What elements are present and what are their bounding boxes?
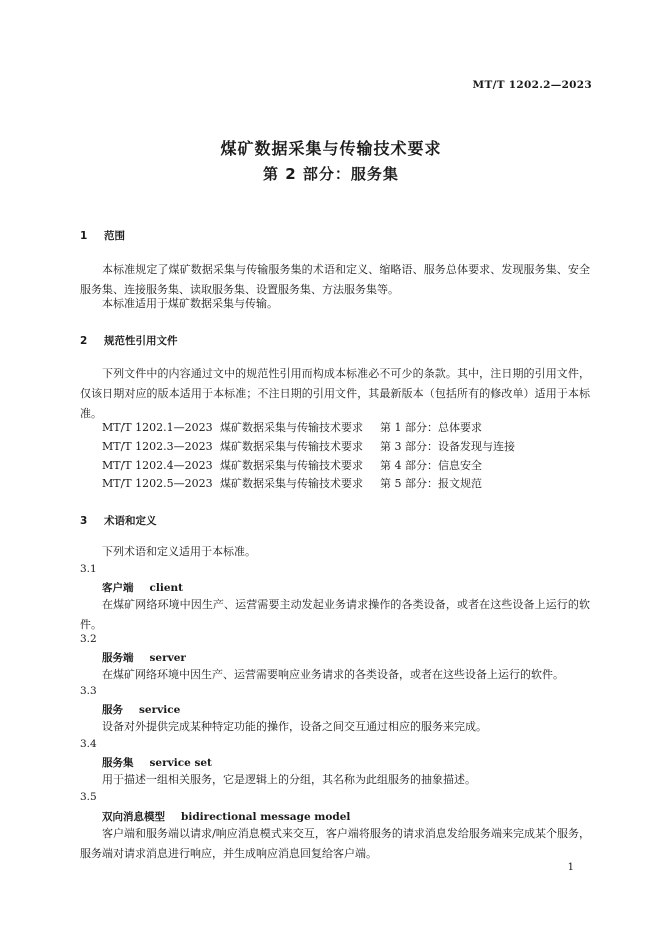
section-heading-scope (80, 228, 125, 243)
term-en: client (149, 582, 184, 594)
term-definition: 在煤矿网络环境中因生产、运营需要主动发起业务请求操作的各类设备，或者在这些设备上运行的软件。 (80, 598, 590, 631)
reference-item (102, 457, 482, 473)
section-title: 规范性引用文件 (104, 335, 178, 347)
term-heading (102, 809, 350, 824)
reference-code: MT/T 1202.3—2023 (102, 440, 213, 453)
reference-part: 第 1 部分：总体要求 (380, 421, 482, 434)
term-en: bidirectional message model (181, 811, 351, 823)
term-number: 3.3 (80, 685, 97, 697)
section-heading-normative-references (80, 333, 178, 348)
document-subtitle: 第 2 部分：服务集 (263, 165, 399, 183)
term-definition: 设备对外提供完成某种特定功能的操作，设备之间交互通过相应的服务来完成。 (102, 720, 487, 733)
term-definition: 用于描述一组相关服务，它是逻辑上的分组，其名称为此组服务的抽象描述。 (102, 773, 476, 786)
reference-item (102, 438, 515, 454)
term-number: 3.1 (80, 563, 97, 575)
reference-code: MT/T 1202.1—2023 (102, 421, 213, 434)
term-zh: 服务集 (102, 757, 134, 769)
term-heading (102, 650, 186, 665)
term-number: 3.2 (80, 633, 97, 645)
section-number: 1 (80, 230, 88, 242)
paragraph: 本标准适用于煤矿数据采集与传输。 (102, 297, 278, 310)
document-title: 煤矿数据采集与传输技术要求 (220, 139, 442, 158)
term-heading (102, 580, 183, 595)
reference-part: 第 4 部分：信息安全 (380, 459, 482, 472)
page-number: 1 (567, 862, 574, 873)
section-title: 范围 (104, 230, 125, 242)
paragraph: 本标准规定了煤矿数据采集与传输服务集的术语和定义、缩略语、服务总体要求、发现服务集、安全服务集、连接服务集、读取服务集、设置服务集、方法服务集等。 (80, 263, 590, 296)
reference-title: 煤矿数据采集与传输技术要求 (220, 421, 363, 434)
term-en: service (139, 704, 181, 716)
term-heading (102, 755, 212, 770)
section-number: 3 (80, 515, 88, 527)
reference-item (102, 475, 482, 491)
term-number: 3.4 (80, 738, 97, 750)
term-zh: 客户端 (102, 582, 134, 594)
reference-title: 煤矿数据采集与传输技术要求 (220, 477, 363, 490)
term-number: 3.5 (80, 791, 97, 803)
reference-title: 煤矿数据采集与传输技术要求 (220, 440, 363, 453)
term-heading (102, 702, 180, 717)
term-definition: 在煤矿网络环境中因生产、运营需要响应业务请求的各类设备，或者在这些设备上运行的软件。 (102, 668, 564, 681)
term-en: service set (149, 757, 212, 769)
reference-part: 第 3 部分：设备发现与连接 (380, 440, 515, 453)
standard-code: MT/T 1202.2—2023 (472, 79, 592, 91)
reference-item (102, 419, 482, 435)
term-zh: 服务端 (102, 652, 134, 664)
section-heading-terms (80, 513, 157, 528)
reference-part: 第 5 部分：报文规范 (380, 477, 482, 490)
term-en: server (149, 652, 186, 664)
section-number: 2 (80, 335, 88, 347)
term-zh: 双向消息模型 (102, 811, 165, 823)
term-zh: 服务 (102, 704, 123, 716)
paragraph: 下列文件中的内容通过文中的规范性引用而构成本标准必不可少的条款。其中，注日期的引用文件，仅该日期对应的版本适用于本标准；不注日期的引用文件，其最新版本（包括所有的修改单）适用于本标准。 (80, 367, 590, 420)
reference-code: MT/T 1202.4—2023 (102, 459, 213, 472)
term-definition: 客户端和服务端以请求/响应消息模式来交互，客户端将服务的请求消息发给服务端来完成某个服务，服务端对请求消息进行响应，并生成响应消息回复给客户端。 (80, 827, 590, 860)
paragraph: 下列术语和定义适用于本标准。 (102, 545, 256, 558)
reference-code: MT/T 1202.5—2023 (102, 477, 213, 490)
section-title: 术语和定义 (104, 515, 157, 527)
reference-title: 煤矿数据采集与传输技术要求 (220, 459, 363, 472)
